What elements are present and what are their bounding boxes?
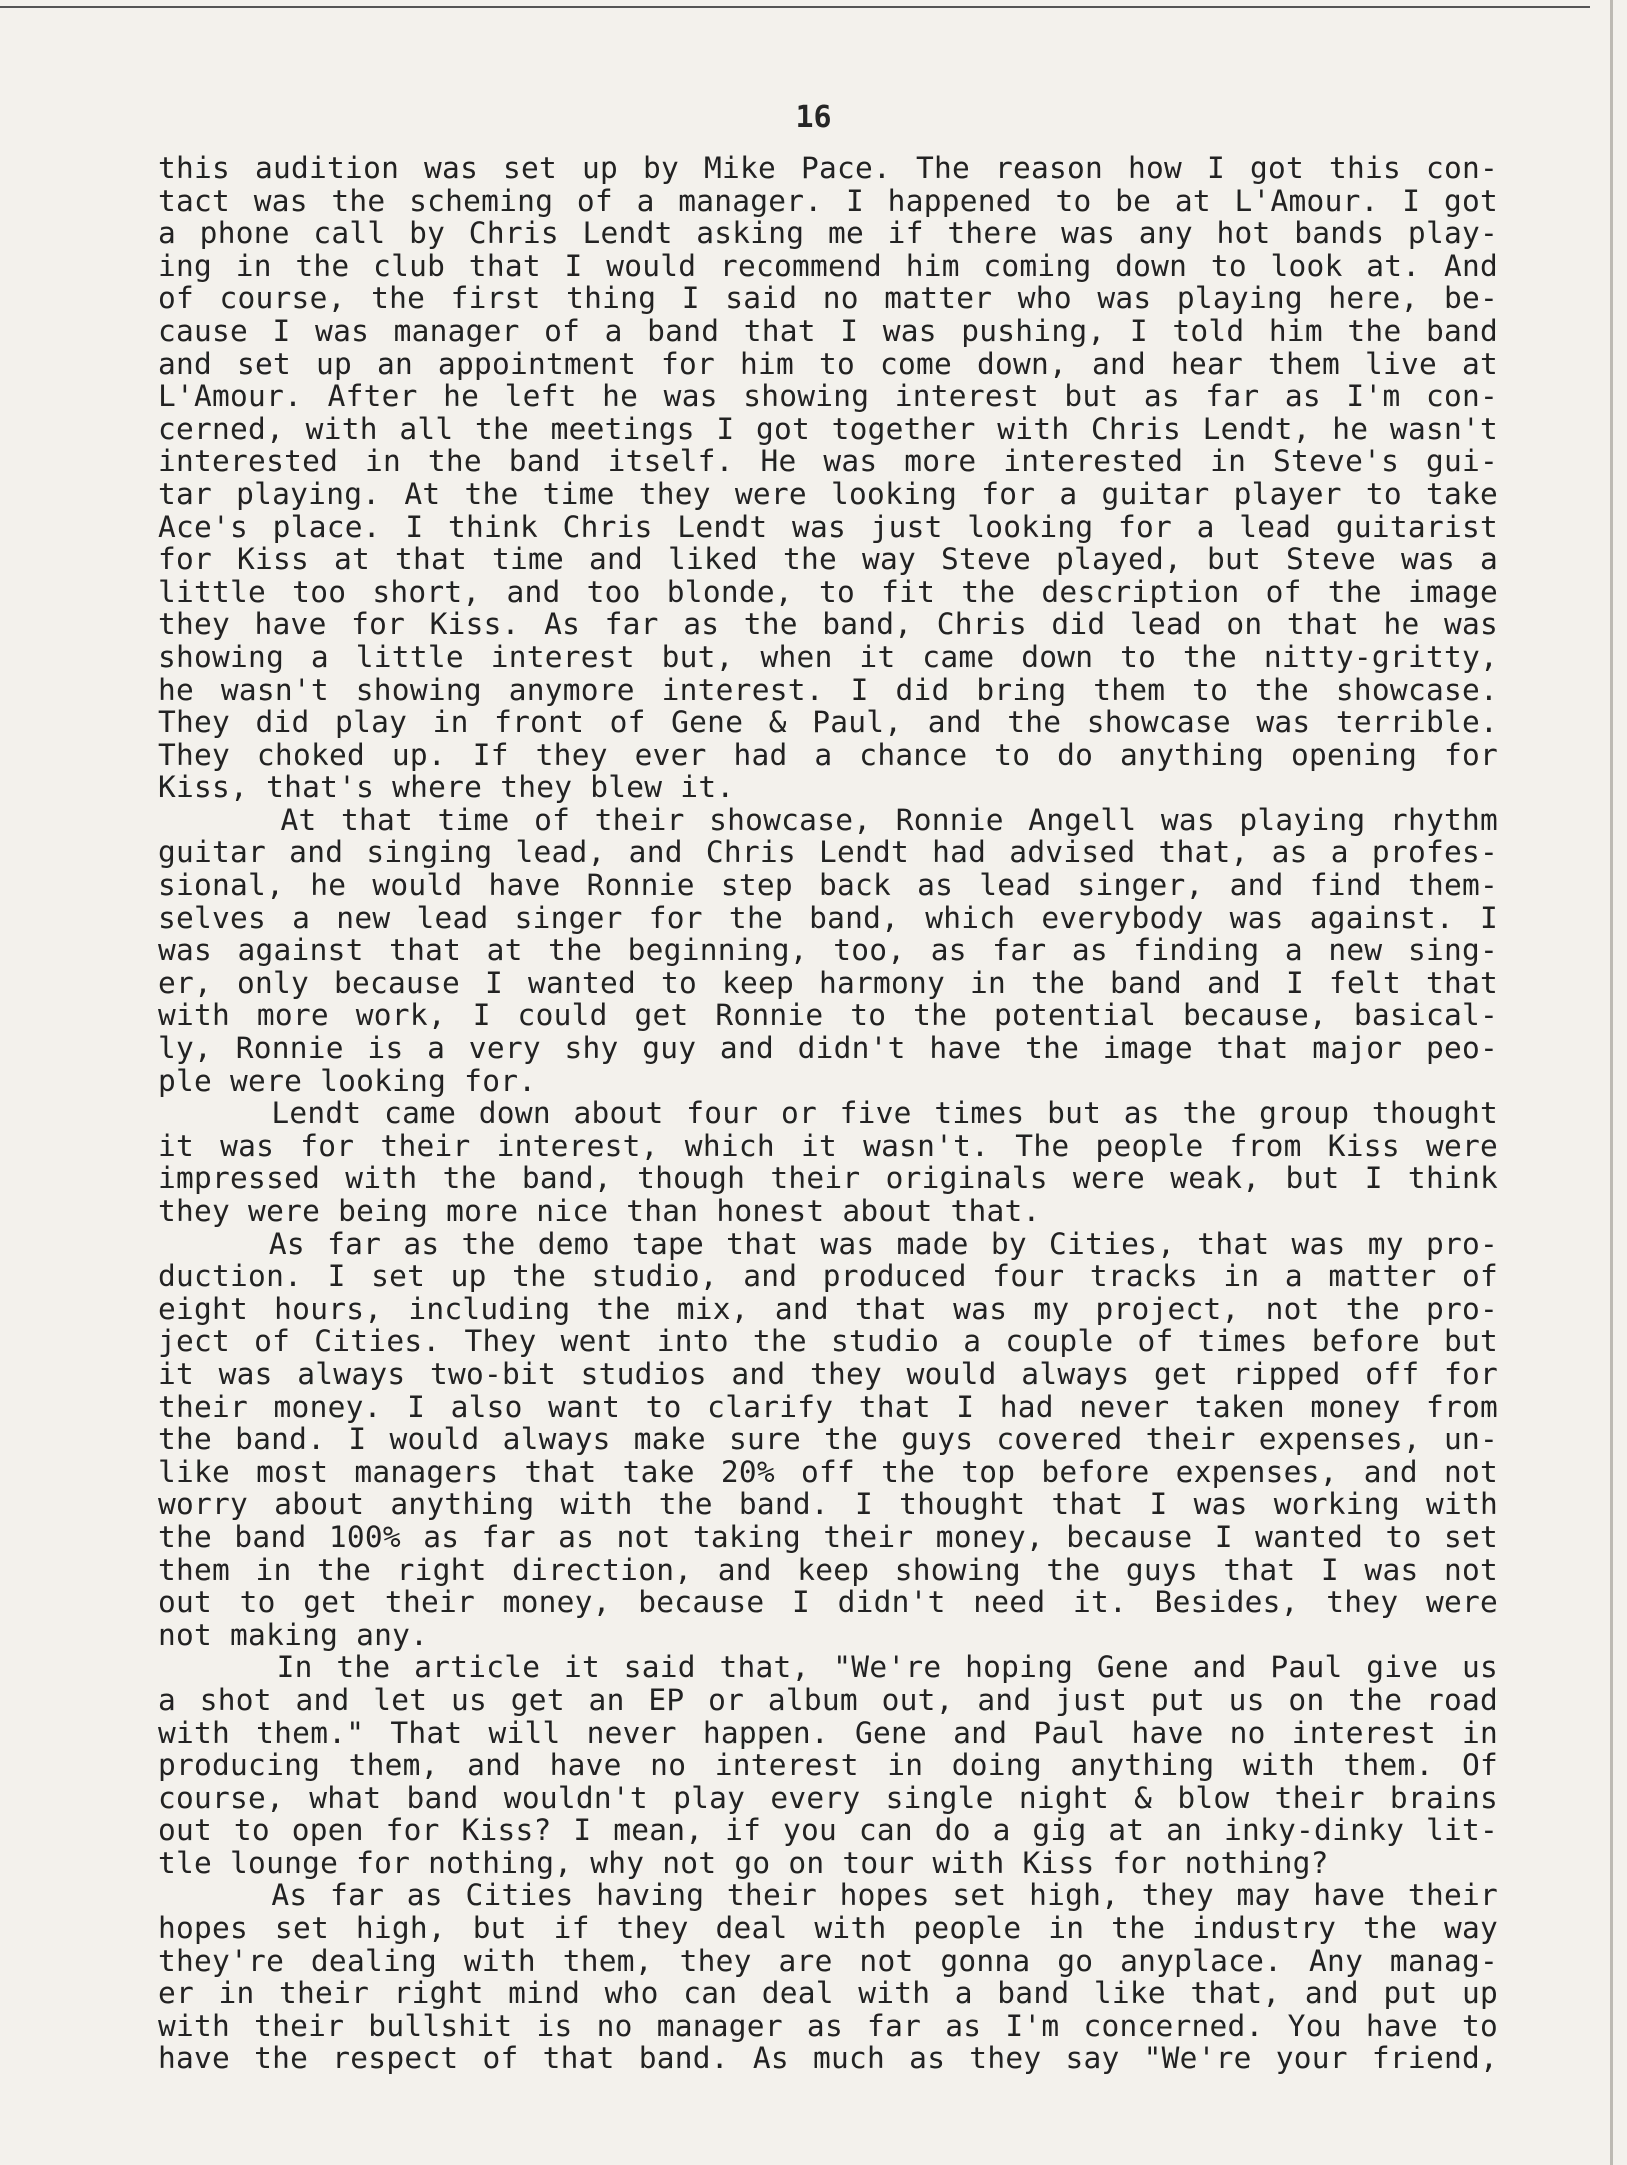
text-line: like most managers that take 20% off the top before expenses, and not: [158, 1455, 1498, 1489]
text-line: interested in the band itself. He was more interested in Steve's gui-: [158, 445, 1498, 478]
text-line: eight hours, including the mix, and that was my project, not the pro-: [158, 1292, 1498, 1326]
page-edge-shadow: [1610, 0, 1613, 2165]
text-line: course, what band wouldn't play every single night & blow their brains: [158, 1781, 1498, 1815]
text-line: out to open for Kiss? I mean, if you can do a gig at an inky-dinky lit-: [158, 1814, 1498, 1847]
text-line: and set up an appointment for him to come down, and hear them live at: [158, 347, 1498, 381]
text-line: showing a little interest but, when it came down to the nitty-gritty,: [158, 640, 1498, 674]
text-line: they were being more nice than honest about that.: [158, 1195, 1041, 1228]
text-line: In the article it said that, "We're hoping Gene and Paul give us: [158, 1651, 1498, 1684]
text-line: Kiss, that's where they blew it.: [158, 771, 735, 804]
text-line: They did play in front of Gene & Paul, and the showcase was terrible.: [158, 706, 1498, 739]
text-line: cause I was manager of a band that I was pushing, I told him the band: [158, 314, 1498, 348]
text-line: worry about anything with the band. I thought that I was working with: [158, 1488, 1498, 1521]
text-line: with more work, I could get Ronnie to the potential because, basical-: [158, 999, 1498, 1033]
text-line: As far as Cities having their hopes set high, they may have their: [158, 1879, 1498, 1913]
text-line: producing them, and have no interest in doing anything with them. Of: [158, 1749, 1498, 1782]
text-line: of course, the first thing I said no matter who was playing here, be-: [158, 282, 1498, 315]
text-line: out to get their money, because I didn't need it. Besides, they were: [158, 1586, 1498, 1619]
body-text: [158, 152, 1498, 2075]
text-line: a shot and let us get an EP or album out, and just put us on the road: [158, 1683, 1498, 1717]
text-line: tact was the scheming of a manager. I happened to be at L'Amour. I got: [158, 184, 1498, 218]
text-line: tle lounge for nothing, why not go on tour with Kiss for nothing?: [158, 1846, 1329, 1880]
text-line: for Kiss at that time and liked the way Steve played, but Steve was a: [158, 543, 1498, 576]
text-line: er, only because I wanted to keep harmony in the band and I felt that: [158, 966, 1498, 1000]
text-line: selves a new lead singer for the band, which everybody was against. I: [158, 901, 1498, 935]
text-line: little too short, and too blonde, to fit the description of the image: [158, 575, 1498, 609]
text-line: a phone call by Chris Lendt asking me if there was any hot bands play-: [158, 217, 1498, 250]
text-line: L'Amour. After he left he was showing interest but as far as I'm con-: [158, 380, 1498, 413]
text-line: with their bullshit is no manager as far as I'm concerned. You have to: [158, 2009, 1498, 2043]
page-number: 16: [795, 100, 832, 135]
text-line: duction. I set up the studio, and produced four tracks in a matter of: [158, 1260, 1498, 1293]
text-line: this audition was set up by Mike Pace. The reason how I got this con-: [158, 152, 1498, 185]
text-line: not making any.: [158, 1618, 429, 1652]
text-line: the band 100% as far as not taking their money, because I wanted to set: [158, 1520, 1498, 1554]
text-line: their money. I also want to clarify that I had never taken money from: [158, 1390, 1498, 1424]
text-line: they have for Kiss. As far as the band, Chris did lead on that he was: [158, 608, 1498, 641]
text-line: was against that at the beginning, too, as far as finding a new sing-: [158, 934, 1498, 967]
text-line: Lendt came down about four or five times but as the group thought: [158, 1097, 1498, 1130]
text-line: tar playing. At the time they were looking for a guitar player to take: [158, 477, 1498, 511]
text-line: it was for their interest, which it wasn't. The people from Kiss were: [158, 1129, 1498, 1163]
text-line: cerned, with all the meetings I got together with Chris Lendt, he wasn't: [158, 412, 1498, 446]
text-line: guitar and singing lead, and Chris Lendt had advised that, as a profes-: [158, 836, 1498, 870]
text-line: At that time of their showcase, Ronnie Angell was playing rhythm: [158, 803, 1498, 837]
text-line: sional, he would have Ronnie step back as lead singer, and find them-: [158, 869, 1498, 902]
text-line: They choked up. If they ever had a chance to do anything opening for: [158, 738, 1498, 772]
text-line: them in the right direction, and keep showing the guys that I was not: [158, 1553, 1498, 1587]
text-line: they're dealing with them, they are not gonna go anyplace. Any manag-: [158, 1944, 1498, 1978]
text-line: er in their right mind who can deal with a band like that, and put up: [158, 1977, 1498, 2010]
text-line: Ace's place. I think Chris Lendt was just looking for a lead guitarist: [158, 510, 1498, 544]
text-line: with them." That will never happen. Gene and Paul have no interest in: [158, 1716, 1498, 1750]
text-line: ing in the club that I would recommend him coming down to look at. And: [158, 249, 1498, 283]
text-line: he wasn't showing anymore interest. I did bring them to the showcase.: [158, 673, 1498, 707]
text-line: impressed with the band, though their originals were weak, but I think: [158, 1162, 1498, 1195]
text-line: it was always two-bit studios and they would always get ripped off for: [158, 1357, 1498, 1391]
text-line: ple were looking for.: [158, 1064, 537, 1098]
top-rule: [0, 6, 1590, 8]
text-line: hopes set high, but if they deal with people in the industry the way: [158, 1912, 1498, 1945]
text-line: ly, Ronnie is a very shy guy and didn't have the image that major peo-: [158, 1032, 1498, 1065]
text-line: ject of Cities. They went into the studio a couple of times before but: [158, 1325, 1498, 1358]
text-line: the band. I would always make sure the guys covered their expenses, un-: [158, 1423, 1498, 1456]
text-line: As far as the demo tape that was made by Cities, that was my pro-: [158, 1227, 1498, 1261]
text-line: have the respect of that band. As much as they say "We're your friend,: [158, 2042, 1498, 2076]
